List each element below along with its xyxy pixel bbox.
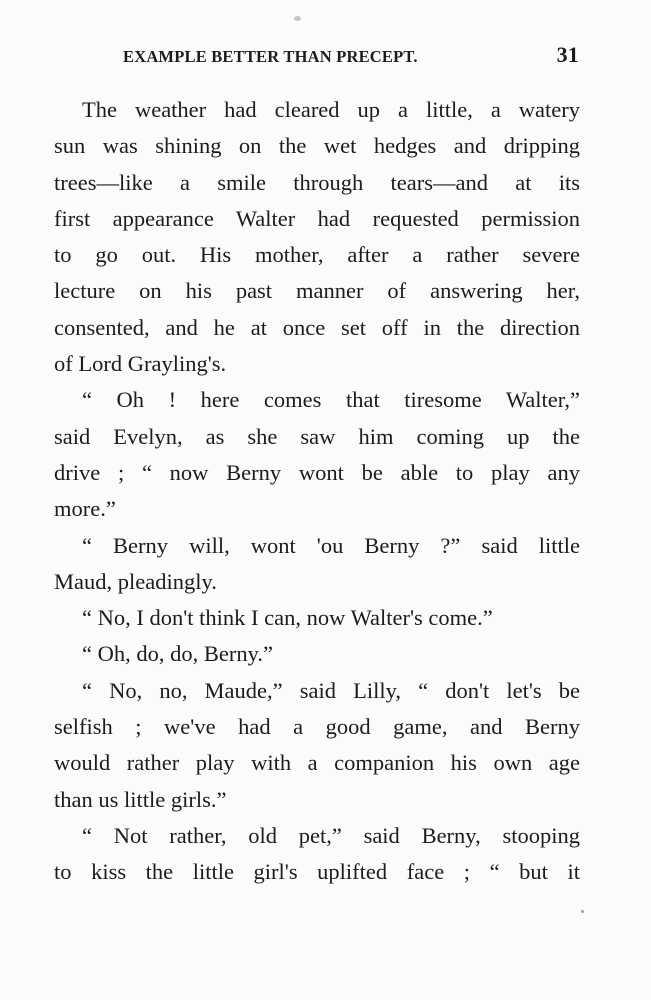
text-line: “ No, I don't think I can, now Walter's come.” — [82, 605, 493, 631]
text-line: more.” — [54, 496, 116, 522]
text-line: “ Oh ! here comes that tiresome Walter,” — [82, 387, 580, 413]
text-line: Maud, pleadingly. — [54, 568, 217, 594]
text-line: “ Not rather, old pet,” said Berny, stooping — [82, 822, 580, 848]
running-head — [123, 44, 579, 74]
text-line: than us little girls.” — [54, 786, 227, 812]
ink-speck — [294, 16, 301, 21]
ink-speck — [581, 910, 584, 913]
text-line: “ No, no, Maude,” said Lilly, “ don't let's be — [82, 677, 580, 703]
text-line: first appearance Walter had requested permission — [54, 205, 580, 231]
text-line: would rather play with a companion his own age — [54, 750, 580, 776]
text-line: said Evelyn, as she saw him coming up the — [54, 423, 580, 449]
text-line: trees—like a smile through tears—and at its — [54, 169, 580, 195]
page-number: 31 — [556, 42, 579, 67]
running-title: EXAMPLE BETTER THAN PRECEPT. — [123, 47, 418, 66]
text-line: sun was shining on the wet hedges and dripping — [54, 133, 580, 159]
body-text — [54, 92, 580, 891]
text-line: The weather had cleared up a little, a watery — [82, 97, 580, 122]
text-line: “ Oh, do, do, Berny.” — [82, 641, 273, 667]
text-line: “ Berny will, wont 'ou Berny ?” said little — [82, 532, 580, 558]
text-line: lecture on his past manner of answering her, — [54, 278, 580, 304]
text-line: drive ; “ now Berny wont be able to play any — [54, 459, 580, 485]
text-line: to go out. His mother, after a rather severe — [54, 242, 580, 268]
text-line: consented, and he at once set off in the direction — [54, 314, 580, 340]
text-line: selfish ; we've had a good game, and Berny — [54, 714, 580, 740]
text-line: of Lord Grayling's. — [54, 351, 227, 377]
text-line: to kiss the little girl's uplifted face ; “ but it — [54, 859, 580, 885]
